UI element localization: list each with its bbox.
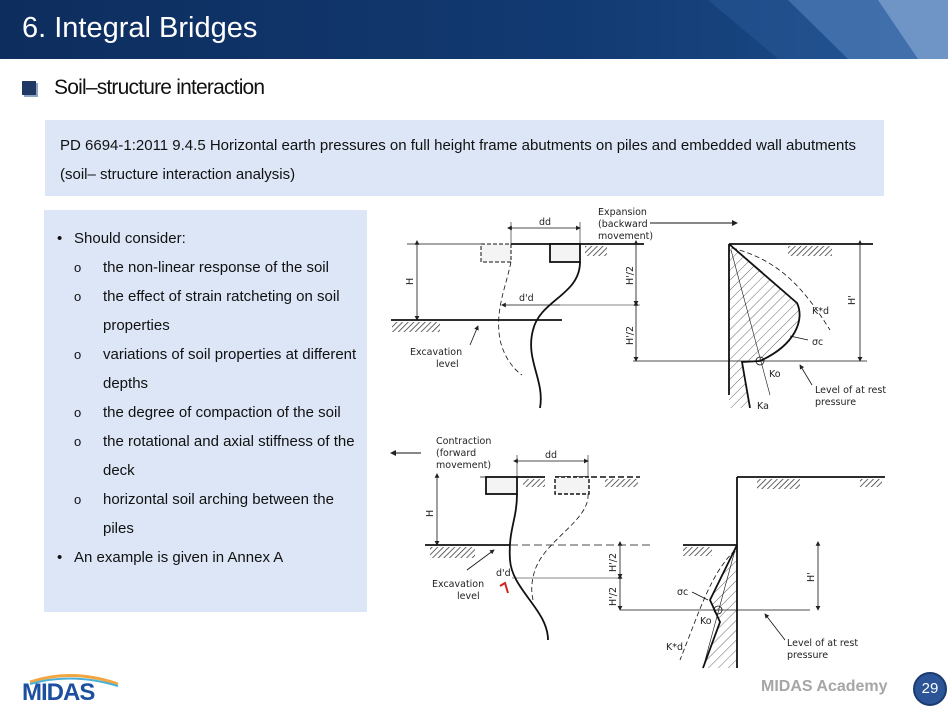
slide-title: 6. Integral Bridges: [22, 12, 258, 44]
academy-label: MIDAS Academy: [761, 678, 888, 695]
contraction-diagram: [395, 453, 885, 668]
svg-text:Excavation: Excavation: [410, 347, 463, 358]
svg-text:Excavation: Excavation: [432, 579, 485, 590]
svg-text:pressure: pressure: [815, 397, 857, 408]
svg-text:H: H: [425, 509, 436, 517]
svg-text:level: level: [457, 591, 480, 602]
contraction-labels: [425, 436, 858, 661]
svg-text:σc: σc: [812, 337, 824, 348]
list-item: o variations of soil properties at different depths: [57, 340, 357, 398]
svg-text:d'd: d'd: [519, 293, 534, 304]
section-heading-text: Soil–structure interaction: [54, 76, 265, 99]
svg-text:H': H': [847, 295, 858, 305]
list-item: o horizontal soil arching between the piles: [57, 485, 357, 543]
svg-text:Level of at rest: Level of at rest: [815, 385, 887, 396]
expansion-labels: [405, 207, 886, 412]
svg-text:level: level: [436, 359, 459, 370]
svg-text:Level of at rest: Level of at rest: [787, 638, 859, 649]
svg-text:H'/2: H'/2: [608, 587, 619, 606]
svg-text:H'/2: H'/2: [625, 326, 636, 345]
svg-text:H: H: [405, 277, 416, 285]
svg-text:dd: dd: [545, 450, 558, 461]
svg-text:Contraction: Contraction: [436, 436, 492, 447]
svg-text:Ko: Ko: [700, 616, 712, 627]
list-item: o the degree of compaction of the soil: [57, 398, 357, 427]
svg-text:Expansion: Expansion: [598, 207, 647, 218]
midas-logo: [22, 672, 122, 702]
page-number: 29: [913, 672, 947, 706]
svg-text:σc: σc: [677, 587, 689, 598]
expansion-diagram: [391, 222, 873, 408]
svg-text:d'd: d'd: [496, 568, 511, 579]
svg-text:MIDAS: MIDAS: [22, 679, 95, 702]
svg-text:K*d: K*d: [812, 306, 830, 317]
svg-text:H'/2: H'/2: [625, 266, 636, 285]
list-item: o the effect of strain ratcheting on soil properties: [57, 282, 357, 340]
svg-text:dd: dd: [539, 217, 552, 228]
svg-text:pressure: pressure: [787, 650, 829, 661]
svg-text:H': H': [806, 572, 817, 582]
list-item: o the rotational and axial stiffness of the deck: [57, 427, 357, 485]
svg-text:Ko: Ko: [769, 369, 781, 380]
svg-text:movement): movement): [436, 460, 492, 471]
svg-text:H'/2: H'/2: [608, 553, 619, 572]
svg-text:(forward: (forward: [436, 448, 477, 459]
svg-text:K*d: K*d: [666, 642, 684, 653]
list-item: o the non-linear response of the soil: [57, 253, 357, 282]
svg-text:movement): movement): [598, 231, 654, 242]
list-item: • An example is given in Annex A: [57, 543, 357, 572]
svg-text:Ka: Ka: [757, 401, 769, 412]
list-item: • Should consider:: [57, 224, 357, 253]
red-annotation-mark: [500, 583, 508, 593]
reference-box: PD 6694-1:2011 9.4.5 Horizontal earth pressures on full height frame abutments on piles and embedded wall abutments (soil– structure interaction analysis): [45, 120, 884, 196]
svg-text:(backward: (backward: [598, 219, 648, 230]
